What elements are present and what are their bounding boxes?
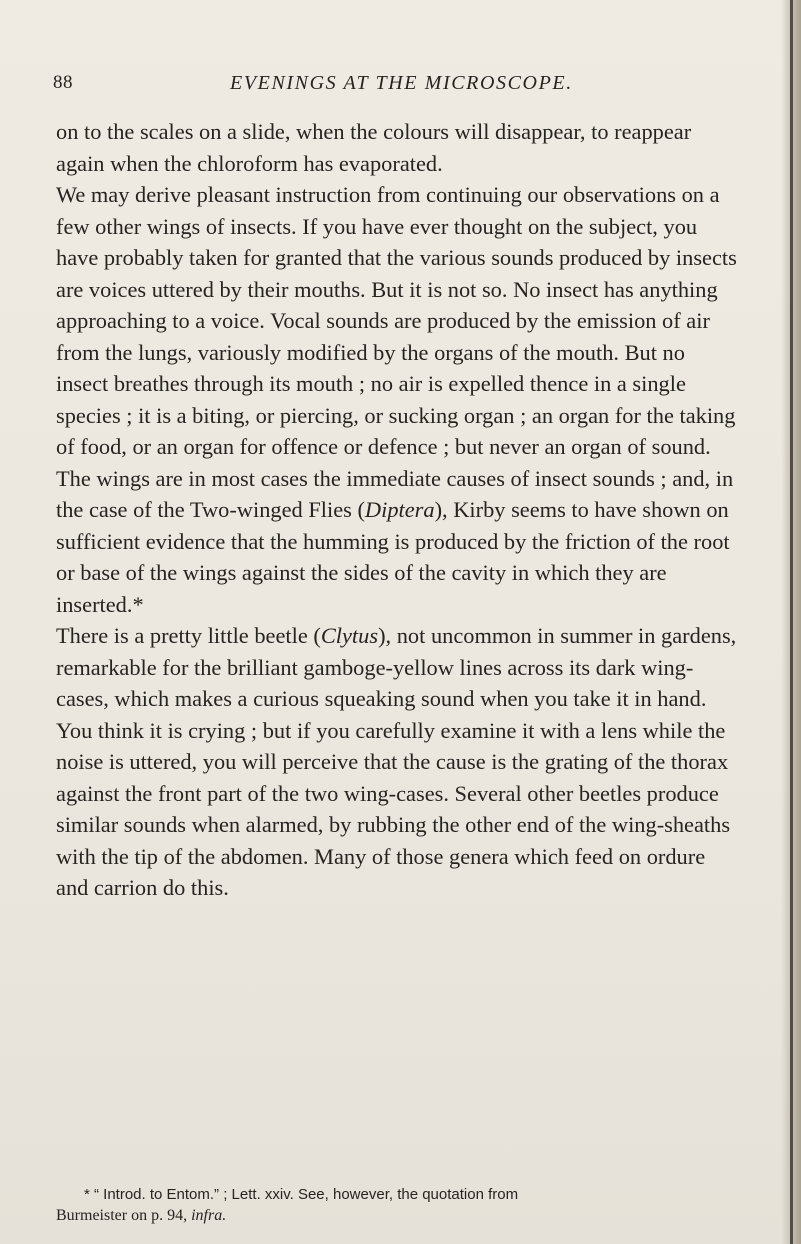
paragraph-3-text-c: ), Kirby seems to have shown on sufficient evidence that the humming is produced by the friction of the root or base of the wings against the sides of the cavity in which they are inserted.* (56, 497, 730, 617)
page-number: 88 (53, 72, 73, 93)
footnote-line-1: * “ Introd. to Entom.” ; Lett. xxiv. See, however, the quotation from (84, 1186, 519, 1203)
paragraph-4-italic-clytus: Clytus (320, 623, 379, 648)
body-text (56, 116, 742, 904)
footnote (56, 1184, 742, 1226)
paragraph-3-italic-diptera: Diptera (364, 497, 435, 522)
paragraph-3-text-a: The wings are in most cases the immediate causes of insect sounds ; and, in the case of the Two-winged Flies ( (56, 465, 734, 522)
paragraph-2: We may derive pleasant instruction from continuing our observations on a few other wings of insects. If you have ever thought on the subject, you have probably taken for granted that the various sounds produced by insects are voices uttered by their mouths. But it is not so. No insect has anything approaching to a voice. Vocal sounds are produced by the emission of air from the lungs, variously modified by the organs of the mouth. But no insect breathes through its mouth ; no air is expelled thence in a single species ; it is a biting, or piercing, or sucking organ ; an organ for the taking of food, or an organ for offence or defence ; but never an organ of sound. (56, 182, 737, 459)
paragraph-4 (56, 620, 742, 904)
footnote-line-2-text: Burmeister on p. 94, (56, 1207, 192, 1224)
paragraph-4-text-a: There is a pretty little beetle ( (56, 623, 321, 648)
paragraph-4-text-c: ), not uncommon in summer in gardens, remarkable for the brilliant gamboge-yellow lines across its dark wing-cases, which makes a curious squeaking sound when you take it in hand. You think it is crying ; but if you carefully examine it with a lens while the noise is uttered, you will perceive that the cause is the grating of the thorax against the front part of the two wing-cases. Several other beetles produce similar sounds when alarmed, by rubbing the other end of the wing-sheaths with the tip of the abdomen. Many of those genera which feed on ordure and carrion do this. (56, 623, 737, 900)
paragraph-3 (56, 463, 742, 621)
paragraph-1: on to the scales on a slide, when the colours will disappear, to reappear again when the chloroform has evaporated. (56, 119, 692, 176)
footnote-line-2 (56, 1205, 742, 1226)
footnote-italic-infra: infra. (191, 1207, 227, 1224)
running-head: EVENINGS AT THE MICROSCOPE. (230, 72, 573, 94)
page-edge-line (790, 0, 793, 1244)
